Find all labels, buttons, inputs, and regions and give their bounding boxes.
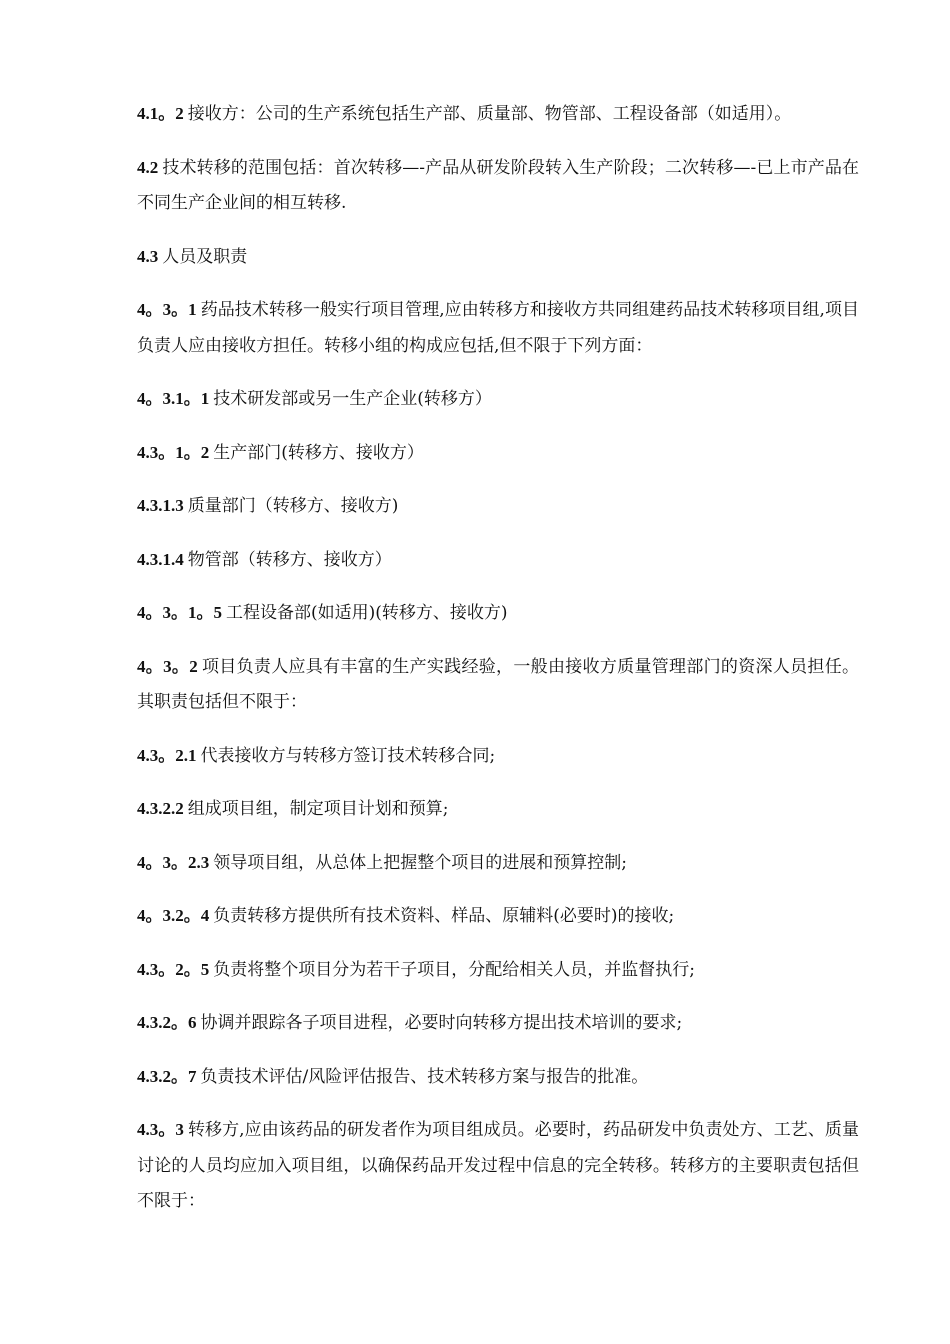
paragraph-text: 工程设备部(如适用)(转移方、接收方) [226, 603, 508, 623]
paragraph-4-3-1 [137, 292, 859, 364]
paragraph-4-2 [137, 150, 859, 222]
paragraph-number: 4。3。2 [137, 656, 198, 676]
paragraph-4-3-2-6 [137, 1005, 859, 1042]
paragraph-number: 4.3.2.2 [137, 799, 184, 818]
paragraph-text: 项目负责人应具有丰富的生产实践经验，一般由接收方质量管理部门的资深人员担任。其职责包括但不限于： [137, 656, 860, 712]
paragraph-4-3 [137, 239, 859, 276]
paragraph-number: 4。3.1。1 [137, 389, 210, 408]
paragraph-4-3-1-5 [137, 595, 859, 632]
paragraph-text: 领导项目组，从总体上把握整个项目的进展和预算控制; [213, 852, 627, 873]
paragraph-4-3-2-2 [137, 791, 859, 828]
paragraph-4-3-2-3 [137, 845, 859, 882]
paragraph-4-3-1-1 [137, 381, 859, 418]
paragraph-4-3-2-4 [137, 898, 859, 935]
paragraph-number: 4.2 [137, 157, 159, 177]
paragraph-text: 接收方：公司的生产系统包括生产部、质量部、物管部、工程设备部（如适用）。 [187, 104, 792, 124]
paragraph-text: 物管部（转移方、接收方） [187, 549, 392, 570]
paragraph-4-3-2-7 [137, 1059, 859, 1096]
paragraph-number: 4。3。1。5 [137, 603, 222, 622]
paragraph-number: 4.3。3 [137, 1120, 184, 1139]
paragraph-number: 4。3.2。4 [137, 906, 210, 925]
paragraph-number: 4.3。1。2 [137, 442, 210, 462]
paragraph-text: 协调并跟踪各子项目进程，必要时向转移方提出技术培训的要求; [200, 1013, 683, 1033]
paragraph-text: 人员及职责 [162, 246, 248, 267]
paragraph-number: 4。3。1 [137, 300, 197, 319]
paragraph-text: 负责技术评估/风险评估报告、技术转移方案与报告的批准。 [200, 1066, 649, 1087]
document-page [137, 96, 859, 1220]
paragraph-text: 代表接收方与转移方签订技术转移合同; [200, 745, 496, 766]
paragraph-number: 4.3.1.3 [137, 496, 184, 515]
paragraph-text: 组成项目组，制定项目计划和预算; [187, 799, 449, 819]
paragraph-text: 负责转移方提供所有技术资料、样品、原辅料(必要时)的接收; [213, 906, 675, 926]
paragraph-4-3-2 [137, 649, 859, 721]
paragraph-4-3-2-1 [137, 738, 859, 775]
paragraph-text: 药品技术转移一般实行项目管理,应由转移方和接收方共同组建药品技术转移项目组,项目负责人应由接收方担任。转移小组的构成应包括,但不限于下列方面： [137, 300, 859, 356]
paragraph-4-3-1-2 [137, 435, 859, 472]
paragraph-number: 4.3。2.1 [137, 745, 197, 765]
paragraph-number: 4.3。2。5 [137, 959, 210, 979]
paragraph-text: 质量部门（转移方、接收方) [187, 496, 399, 516]
paragraph-4-3-2-5 [137, 952, 859, 989]
paragraph-text: 技术转移的范围包括：首次转移—-产品从研发阶段转入生产阶段；二次转移—-已上市产品在不同生产企业间的相互转移. [137, 157, 859, 213]
paragraph-number: 4.3.2。6 [137, 1013, 197, 1032]
paragraph-4-3-3 [137, 1112, 859, 1220]
paragraph-number: 4.3 [137, 246, 159, 266]
paragraph-4-1-2 [137, 96, 859, 133]
paragraph-text: 生产部门(转移方、接收方） [213, 442, 424, 463]
paragraph-number: 4.3.2。7 [137, 1066, 197, 1086]
paragraph-4-3-1-3 [137, 488, 859, 525]
paragraph-text: 转移方,应由该药品的研发者作为项目组成员。必要时，药品研发中负责处方、工艺、质量讨论的人员均应加入项目组，以确保药品开发过程中信息的完全转移。转移方的主要职责包括但不限于： [137, 1120, 860, 1211]
paragraph-number: 4.3.1.4 [137, 549, 184, 569]
paragraph-number: 4。3。2.3 [137, 852, 210, 872]
paragraph-text: 负责将整个项目分为若干子项目，分配给相关人员，并监督执行; [213, 959, 695, 980]
paragraph-number: 4.1。2 [137, 104, 184, 123]
paragraph-4-3-1-4 [137, 542, 859, 579]
paragraph-text: 技术研发部或另一生产企业(转移方） [213, 389, 492, 409]
